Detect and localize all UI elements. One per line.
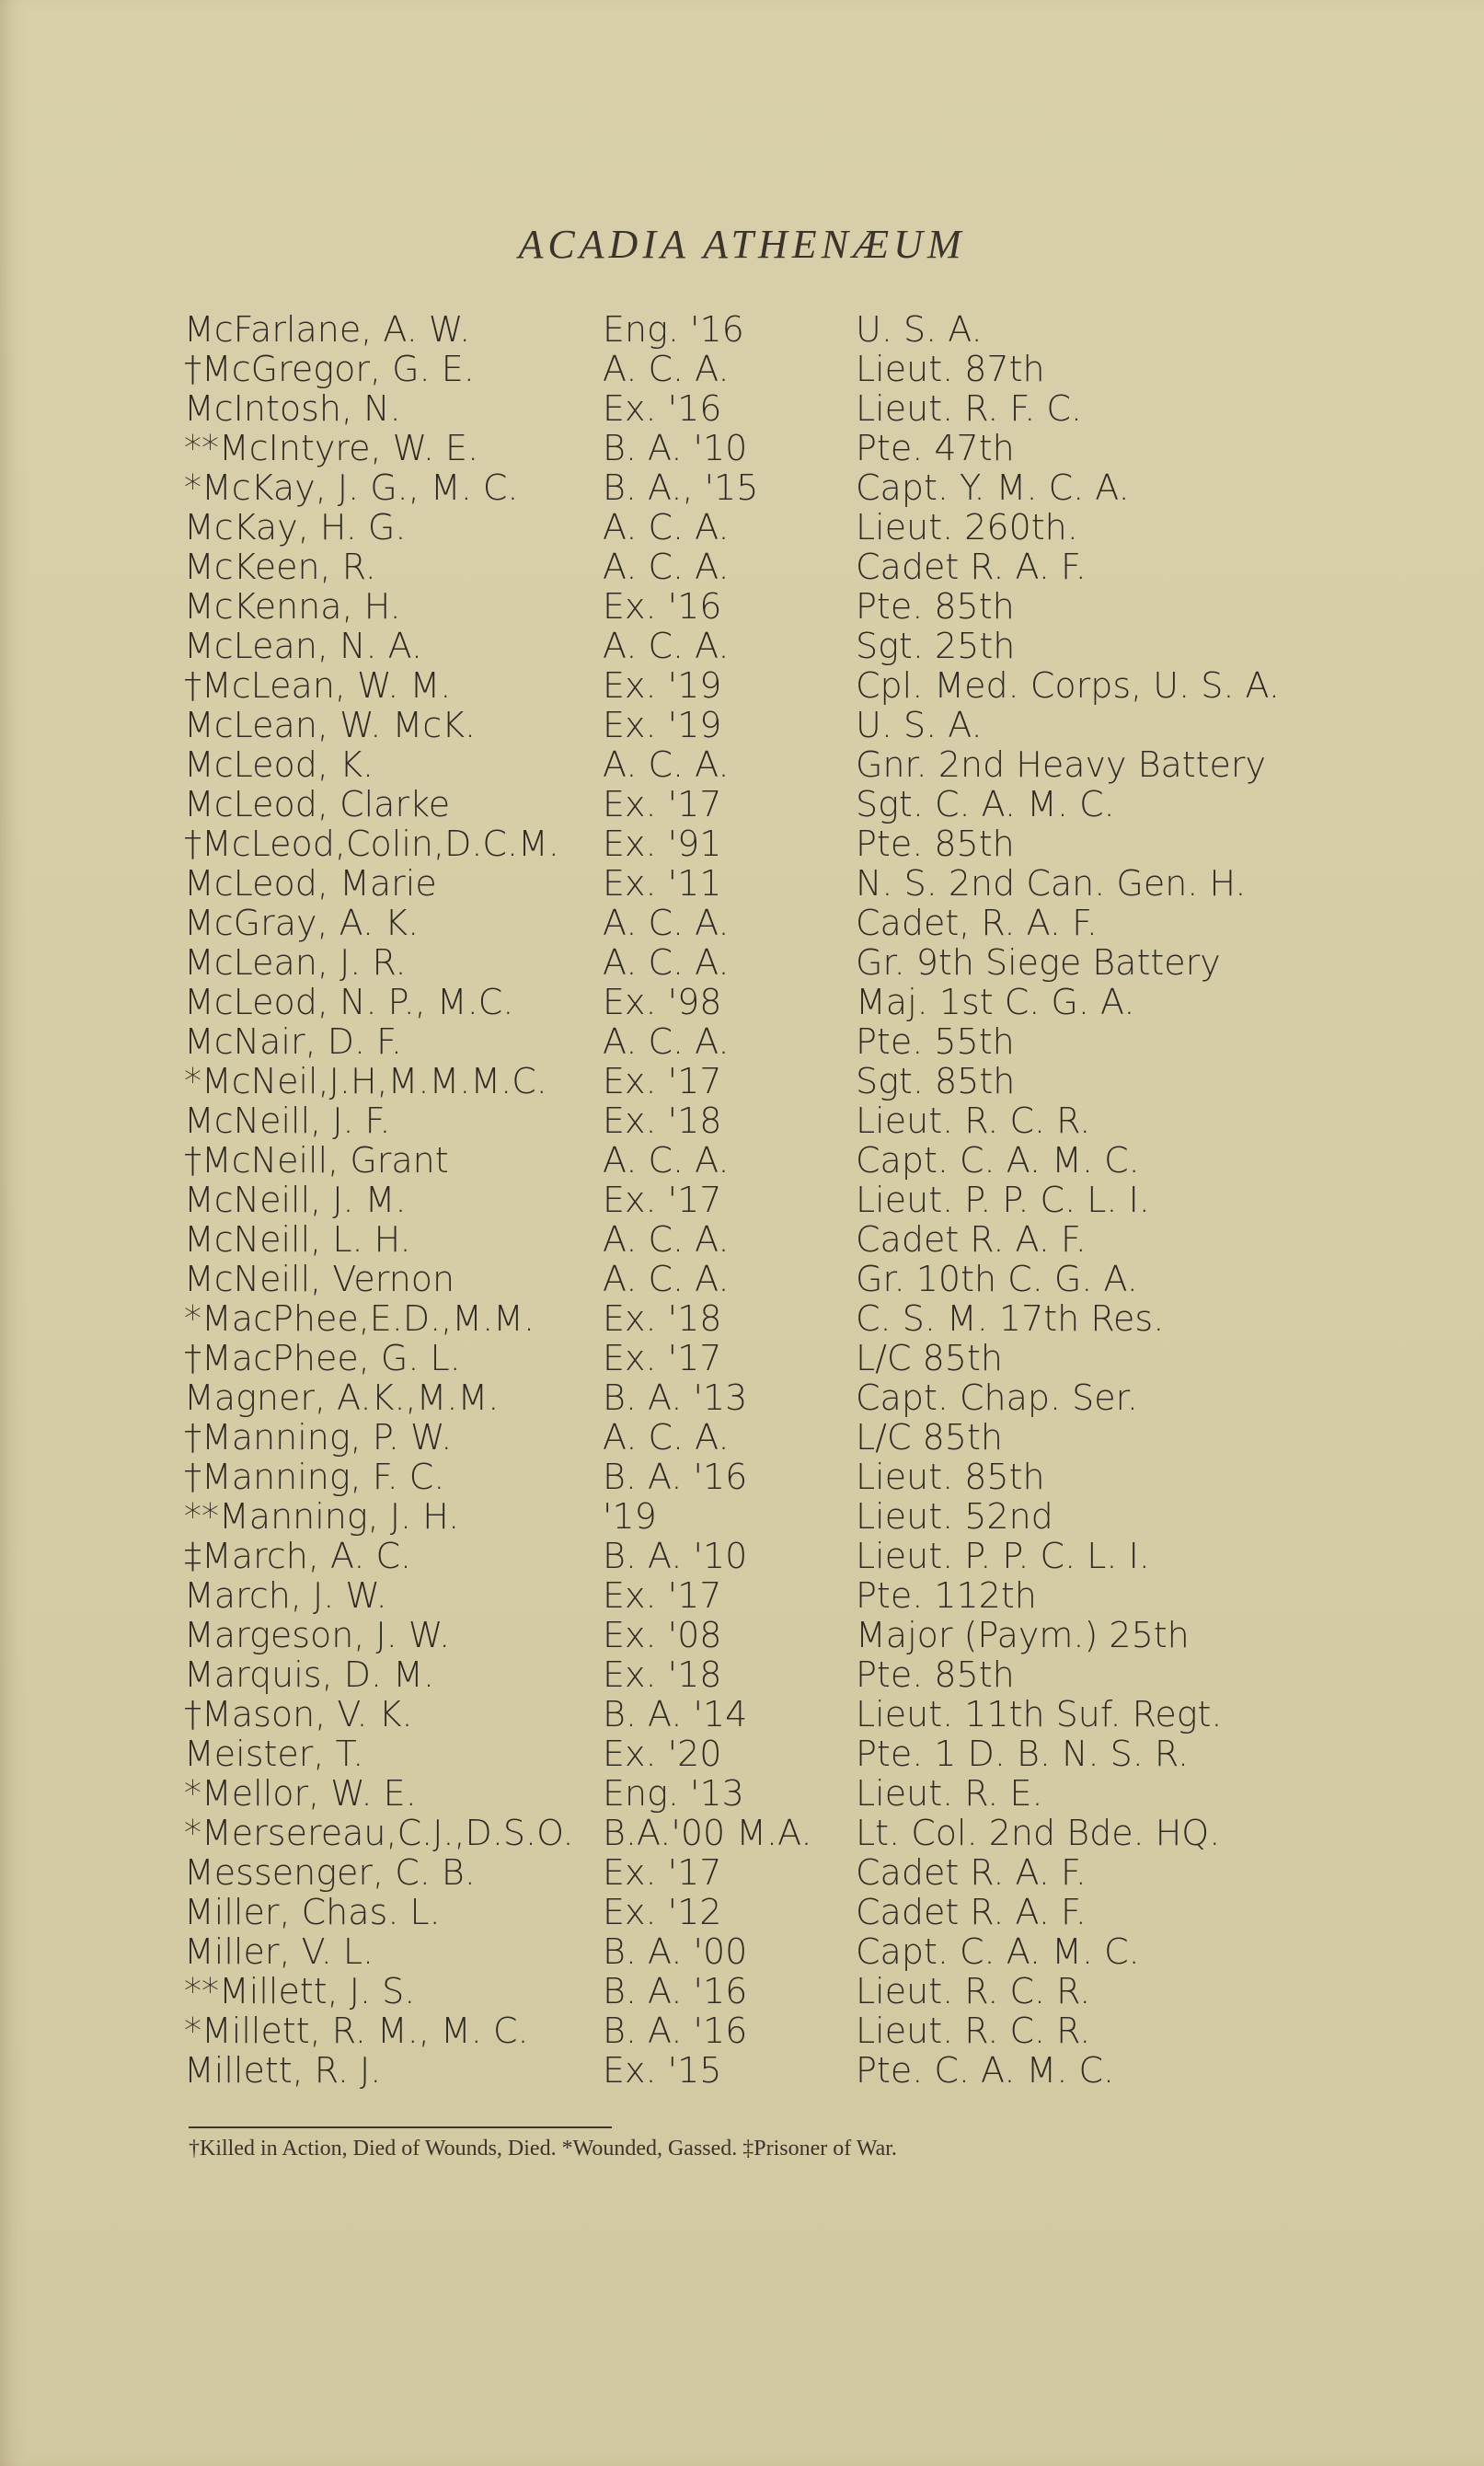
roster-degree: Ex. '15 bbox=[603, 2050, 722, 2091]
roster-rank: Lieut. R. C. R. bbox=[856, 2011, 1091, 2051]
roster-rank: Lieut. P. P. C. L. I. bbox=[856, 1536, 1150, 1576]
roster-row bbox=[184, 1497, 1380, 1537]
roster-degree: B. A. '16 bbox=[603, 1971, 748, 2011]
roster-row bbox=[184, 508, 1380, 547]
roster-degree: Ex. '11 bbox=[603, 863, 722, 904]
roster-rank: L/C 85th bbox=[856, 1338, 1003, 1378]
roster-row bbox=[184, 1972, 1380, 2011]
roster-rank: Cadet R. A. F. bbox=[856, 1219, 1087, 1260]
roster-row bbox=[184, 1774, 1380, 1814]
footnote: †Killed in Action, Died of Wounds, Died. *Wounded, Gassed. ‡Prisoner of War. bbox=[189, 2137, 897, 2161]
roster-rank: N. S. 2nd Can. Gen. H. bbox=[856, 863, 1247, 904]
roster-degree: Ex. '18 bbox=[603, 1100, 722, 1141]
roster-degree: A. C. A. bbox=[603, 1219, 730, 1260]
roster-name: McKay, H. G. bbox=[184, 507, 407, 547]
roster-rank: C. S. M. 17th Res. bbox=[856, 1298, 1165, 1339]
roster-rank: Capt. Chap. Ser. bbox=[856, 1377, 1138, 1418]
roster-row bbox=[184, 1181, 1380, 1220]
roster-rank: Pte. C. A. M. C. bbox=[856, 2050, 1115, 2091]
roster-rank: Pte. 112th bbox=[856, 1575, 1037, 1616]
roster-rank: Pte. 55th bbox=[856, 1021, 1015, 1062]
roster-rank: Major (Paym.) 25th bbox=[856, 1615, 1190, 1655]
roster-degree: Ex. '19 bbox=[603, 705, 722, 745]
roster-rank: Gnr. 2nd Heavy Battery bbox=[856, 744, 1267, 785]
roster-row bbox=[184, 547, 1380, 587]
roster-name: ‡March, A. C. bbox=[184, 1536, 412, 1576]
roster-row bbox=[184, 1853, 1380, 1893]
roster-name: Miller, Chas. L. bbox=[184, 1892, 441, 1932]
roster-name: *McKay, J. G., M. C. bbox=[184, 467, 519, 508]
roster-name: McLean, J. R. bbox=[184, 942, 407, 983]
roster-row bbox=[184, 587, 1380, 627]
roster-row bbox=[184, 1378, 1380, 1418]
roster-degree: B. A. '10 bbox=[603, 1536, 748, 1576]
roster-name: McIntosh, N. bbox=[184, 388, 401, 429]
roster-name: **Manning, J. H. bbox=[184, 1496, 460, 1537]
roster-rank: U. S. A. bbox=[856, 309, 983, 350]
roster-row bbox=[184, 706, 1380, 745]
roster-row bbox=[184, 1537, 1380, 1576]
roster-rank: Pte. 85th bbox=[856, 586, 1015, 627]
roster-rank: Pte. 47th bbox=[856, 428, 1015, 468]
roster-row bbox=[184, 1022, 1380, 1062]
roster-row bbox=[184, 1339, 1380, 1378]
roster-name: *Mellor, W. E. bbox=[184, 1773, 417, 1814]
roster-name: †MacPhee, G. L. bbox=[184, 1338, 461, 1378]
roster-rank: Lieut. R. C. R. bbox=[856, 1100, 1091, 1141]
roster-rank: Cadet R. A. F. bbox=[856, 1852, 1087, 1893]
roster-name: *Mersereau,C.J.,D.S.O. bbox=[184, 1813, 574, 1853]
roster-row bbox=[184, 1458, 1380, 1497]
roster-degree: Ex. '08 bbox=[603, 1615, 722, 1655]
roster-row bbox=[184, 983, 1380, 1022]
roster-row bbox=[184, 1260, 1380, 1299]
roster-degree: '19 bbox=[603, 1496, 657, 1537]
roster-row bbox=[184, 1893, 1380, 1932]
roster-rank: Gr. 10th C. G. A. bbox=[856, 1259, 1138, 1299]
roster-rank: Cadet R. A. F. bbox=[856, 1892, 1087, 1932]
roster-degree: A. C. A. bbox=[603, 547, 730, 587]
roster-degree: A. C. A. bbox=[603, 1140, 730, 1181]
roster-degree: Ex. '17 bbox=[603, 1180, 722, 1220]
roster-name: Miller, V. L. bbox=[184, 1931, 374, 1972]
roster-rank: Sgt. C. A. M. C. bbox=[856, 784, 1115, 824]
roster-row bbox=[184, 1616, 1380, 1655]
roster-degree: Ex. '16 bbox=[603, 586, 722, 627]
roster-rank: Lieut. R. F. C. bbox=[856, 388, 1082, 429]
roster-name: McNeill, L. H. bbox=[184, 1219, 411, 1260]
roster-name: McFarlane, A. W. bbox=[184, 309, 471, 350]
roster-degree: Eng. '13 bbox=[603, 1773, 744, 1814]
roster-row bbox=[184, 864, 1380, 904]
roster-row bbox=[184, 1695, 1380, 1734]
roster-degree: Ex. '17 bbox=[603, 1338, 722, 1378]
roster-name: Millett, R. J. bbox=[184, 2050, 382, 2091]
roster-rank: Capt. Y. M. C. A. bbox=[856, 467, 1130, 508]
roster-row bbox=[184, 627, 1380, 666]
roster-name: †Manning, F. C. bbox=[184, 1457, 445, 1497]
roster-list bbox=[184, 310, 1380, 2091]
roster-name: †McLeod,Colin,D.C.M. bbox=[184, 824, 559, 864]
roster-degree: Ex. '17 bbox=[603, 784, 722, 824]
roster-degree: A. C. A. bbox=[603, 349, 730, 389]
roster-degree: Eng. '16 bbox=[603, 309, 744, 350]
roster-degree: Ex. '17 bbox=[603, 1852, 722, 1893]
roster-row bbox=[184, 1932, 1380, 1972]
roster-degree: Ex. '12 bbox=[603, 1892, 722, 1932]
roster-name: McLeod, K. bbox=[184, 744, 374, 785]
roster-name: *McNeil,J.H,M.M.M.C. bbox=[184, 1061, 547, 1101]
roster-rank: L/C 85th bbox=[856, 1417, 1003, 1458]
roster-degree: Ex. '19 bbox=[603, 665, 722, 706]
roster-degree: A. C. A. bbox=[603, 1259, 730, 1299]
roster-name: Marquis, D. M. bbox=[184, 1654, 435, 1695]
roster-degree: Ex. '18 bbox=[603, 1654, 722, 1695]
roster-row bbox=[184, 943, 1380, 983]
roster-name: †McLean, W. M. bbox=[184, 665, 452, 706]
roster-degree: B. A. '00 bbox=[603, 1931, 748, 1972]
roster-rank: Cpl. Med. Corps, U. S. A. bbox=[856, 665, 1280, 706]
roster-name: McGray, A. K. bbox=[184, 903, 420, 943]
roster-row bbox=[184, 310, 1380, 350]
roster-rank: Lieut. R. C. R. bbox=[856, 1971, 1091, 2011]
roster-name: *Millett, R. M., M. C. bbox=[184, 2011, 529, 2051]
roster-name: McNeill, J. M. bbox=[184, 1180, 407, 1220]
roster-degree: A. C. A. bbox=[603, 507, 730, 547]
roster-name: *MacPhee,E.D.,M.M. bbox=[184, 1298, 535, 1339]
roster-rank: Lieut. P. P. C. L. I. bbox=[856, 1180, 1150, 1220]
roster-row bbox=[184, 1299, 1380, 1339]
roster-row bbox=[184, 1576, 1380, 1616]
roster-rank: Lieut. 11th Suf. Regt. bbox=[856, 1694, 1223, 1734]
roster-degree: A. C. A. bbox=[603, 1417, 730, 1458]
roster-rank: Cadet, R. A. F. bbox=[856, 903, 1098, 943]
roster-degree: A. C. A. bbox=[603, 942, 730, 983]
roster-row bbox=[184, 429, 1380, 468]
roster-name: McLean, W. McK. bbox=[184, 705, 477, 745]
roster-name: Meister, T. bbox=[184, 1734, 364, 1774]
roster-rank: Lieut. R. E. bbox=[856, 1773, 1043, 1814]
roster-row bbox=[184, 904, 1380, 943]
roster-degree: Ex. '18 bbox=[603, 1298, 722, 1339]
roster-name: McLeod, Clarke bbox=[184, 784, 451, 824]
roster-degree: Ex. '17 bbox=[603, 1061, 722, 1101]
roster-degree: A. C. A. bbox=[603, 626, 730, 666]
roster-row bbox=[184, 824, 1380, 864]
roster-rank: U. S. A. bbox=[856, 705, 983, 745]
roster-name: McLeod, N. P., M.C. bbox=[184, 982, 514, 1022]
roster-name: McKeen, R. bbox=[184, 547, 376, 587]
roster-name: McNair, D. F. bbox=[184, 1021, 402, 1062]
roster-row bbox=[184, 2011, 1380, 2051]
roster-rank: Lieut. 87th bbox=[856, 349, 1045, 389]
roster-name: †McGregor, G. E. bbox=[184, 349, 475, 389]
roster-row bbox=[184, 1655, 1380, 1695]
roster-name: March, J. W. bbox=[184, 1575, 387, 1616]
roster-degree: A. C. A. bbox=[603, 1021, 730, 1062]
roster-degree: B. A. '10 bbox=[603, 428, 748, 468]
roster-row bbox=[184, 1141, 1380, 1181]
roster-row bbox=[184, 666, 1380, 706]
roster-name: McKenna, H. bbox=[184, 586, 401, 627]
roster-degree: Ex. '17 bbox=[603, 1575, 722, 1616]
roster-rank: Cadet R. A. F. bbox=[856, 547, 1087, 587]
roster-rank: Pte. 85th bbox=[856, 824, 1015, 864]
roster-degree: Ex. '98 bbox=[603, 982, 722, 1022]
roster-degree: B. A., '15 bbox=[603, 467, 759, 508]
roster-row bbox=[184, 350, 1380, 389]
roster-row bbox=[184, 785, 1380, 824]
roster-degree: Ex. '16 bbox=[603, 388, 722, 429]
roster-row bbox=[184, 745, 1380, 785]
roster-degree: B. A. '14 bbox=[603, 1694, 748, 1734]
roster-rank: Capt. C. A. M. C. bbox=[856, 1931, 1140, 1972]
roster-rank: Lieut. 85th bbox=[856, 1457, 1045, 1497]
roster-rank: Capt. C. A. M. C. bbox=[856, 1140, 1140, 1181]
roster-degree: B. A. '16 bbox=[603, 1457, 748, 1497]
roster-rank: Sgt. 25th bbox=[856, 626, 1016, 666]
roster-row bbox=[184, 389, 1380, 429]
roster-degree: B. A. '16 bbox=[603, 2011, 748, 2051]
roster-name: Margeson, J. W. bbox=[184, 1615, 451, 1655]
roster-degree: A. C. A. bbox=[603, 744, 730, 785]
roster-row bbox=[184, 1418, 1380, 1458]
roster-degree: Ex. '20 bbox=[603, 1734, 722, 1774]
roster-name: McLeod, Marie bbox=[184, 863, 437, 904]
roster-degree: A. C. A. bbox=[603, 903, 730, 943]
roster-degree: B. A. '13 bbox=[603, 1377, 748, 1418]
roster-name: **McIntyre, W. E. bbox=[184, 428, 479, 468]
roster-rank: Maj. 1st C. G. A. bbox=[856, 982, 1135, 1022]
roster-name: †McNeill, Grant bbox=[184, 1140, 449, 1181]
roster-row bbox=[184, 1062, 1380, 1101]
roster-row bbox=[184, 1814, 1380, 1853]
roster-rank: Pte. 85th bbox=[856, 1654, 1015, 1695]
roster-name: Magner, A.K.,M.M. bbox=[184, 1377, 500, 1418]
roster-row bbox=[184, 1734, 1380, 1774]
roster-rank: Lieut. 260th. bbox=[856, 507, 1078, 547]
roster-degree: Ex. '91 bbox=[603, 824, 722, 864]
roster-name: †Manning, P. W. bbox=[184, 1417, 453, 1458]
roster-rank: Sgt. 85th bbox=[856, 1061, 1016, 1101]
footnote-divider bbox=[189, 2126, 612, 2128]
roster-degree: B.A.'00 M.A. bbox=[603, 1813, 812, 1853]
roster-rank: Gr. 9th Siege Battery bbox=[856, 942, 1221, 983]
roster-rank: Lieut. 52nd bbox=[856, 1496, 1053, 1537]
roster-name: Messenger, C. B. bbox=[184, 1852, 476, 1893]
roster-row bbox=[184, 1101, 1380, 1141]
page-header: ACADIA ATHENÆUM bbox=[518, 222, 966, 267]
roster-row bbox=[184, 2051, 1380, 2091]
roster-rank: Lt. Col. 2nd Bde. HQ. bbox=[856, 1813, 1221, 1853]
roster-row bbox=[184, 468, 1380, 508]
roster-name: McNeill, J. F. bbox=[184, 1100, 391, 1141]
roster-name: McNeill, Vernon bbox=[184, 1259, 455, 1299]
roster-name: **Millett, J. S. bbox=[184, 1971, 416, 2011]
roster-row bbox=[184, 1220, 1380, 1260]
roster-rank: Pte. 1 D. B. N. S. R. bbox=[856, 1734, 1190, 1774]
roster-name: †Mason, V. K. bbox=[184, 1694, 413, 1734]
roster-name: McLean, N. A. bbox=[184, 626, 423, 666]
